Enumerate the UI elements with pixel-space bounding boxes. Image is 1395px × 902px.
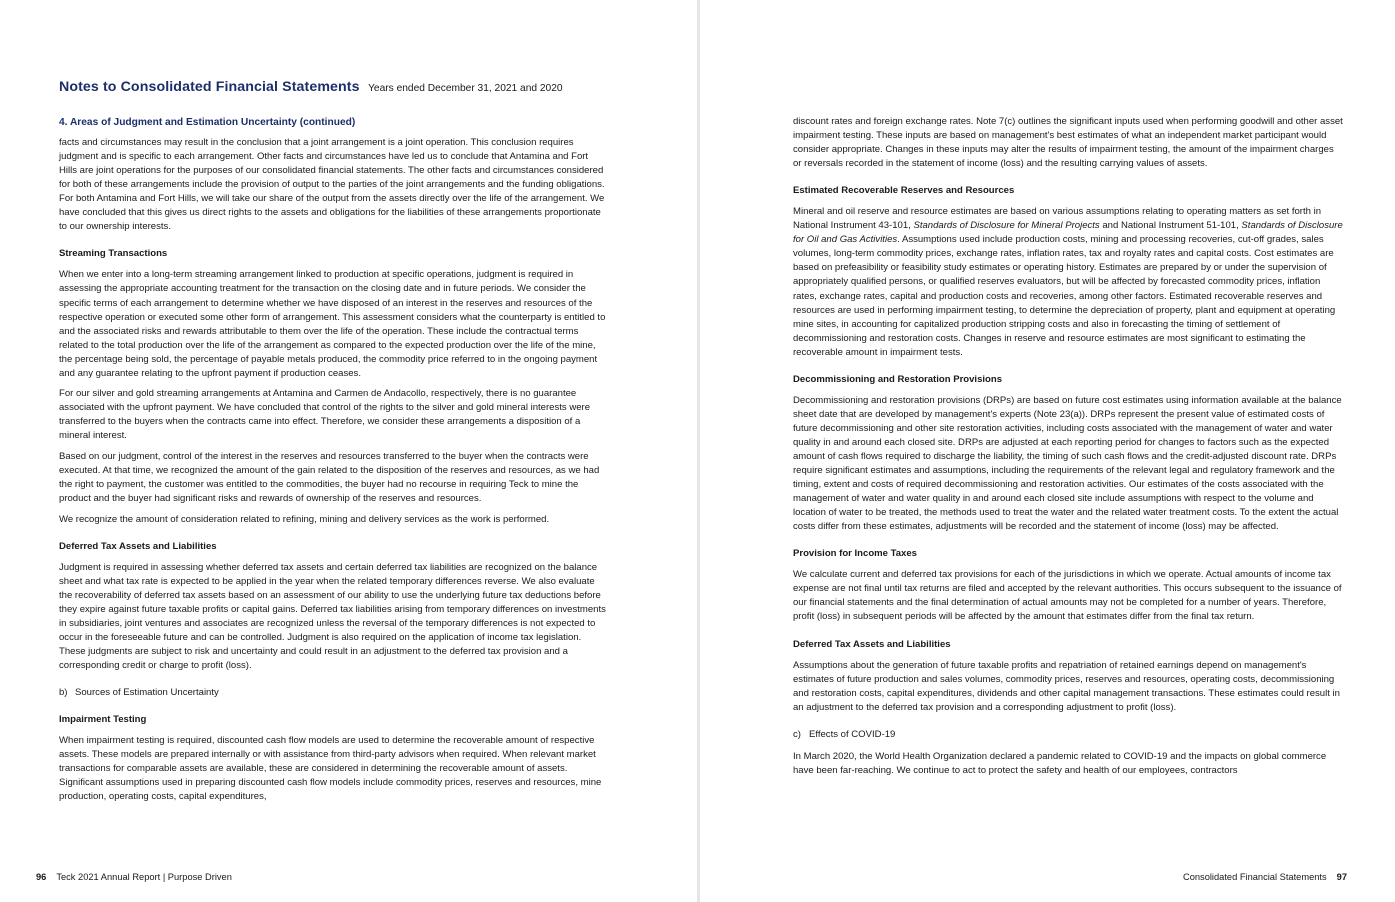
left-page-number: 96 [36,872,47,882]
sources-label: Sources of Estimation Uncertainty [75,687,219,699]
streaming-paragraph-4: We recognize the amount of consideration related to refining, mining and delivery services as the work is performed. [59,513,550,525]
continued-paragraph: discount rates and foreign exchange rates. Note 7(c) outlines the significant inputs used when performing goodwill and other asset impairment testing. These inputs are based on management's best estimates of what an independent market participant would consider appropriate. Changes in these inputs may alter the results of impairment testing, the amount of the impairment charges or reversals recorded in the statement of income (loss) and the resulting carrying values of assets. [793,116,1343,170]
streaming-paragraph-1: When we enter into a long-term streaming arrangement linked to production at specific operations, judgment is required in assessing the appropriate accounting treatment for the transaction on the closing date and in future periods. We consider the specific terms of each arrangement to determine whether we have disposed of an interest in the reserves and resources of the respective operation or executed some other form of arrangement. This assessment considers what the counterparty is entitled to and the associated risks and rewards attributable to them over the life of the operation. These include the contractual terms related to the total production over the life of the arrangement as compared to the expected production over the life of the mine, the percentage being sold, the percentage of payable metals produced, the commodity price referred to in the ongoing payment and any guarantee relating to the upfront payment if production ceases. [59,269,606,379]
impairment-heading: Impairment Testing [59,714,147,726]
decommissioning-paragraph: Decommissioning and restoration provisions (DRPs) are based on future cost estimates using information available at the balance sheet date that are developed by management's experts (Note 23(a)). DRPs represent the present value of estimated costs of future decommissioning and other site restoration activities, including costs associated with the management of water and water quality in and around each closed site. DRPs are adjusted at each reporting period for changes to factors such as the expected amount of cash flows required to discharge the liability, the timing of such cash flows and the credit-adjusted discount rate. DRPs require significant estimates and assumptions, including the requirements of the relevant legal and regulatory framework and the timing, extent and costs of required decommissioning and restoration activities. Our estimates of the costs associated with the management of water and water quality in and around each closed site include assumptions with respect to the volume and location of water to be treated, the methods used to treat the water and the related water treatment costs. To the extent the actual costs differ from these estimates, adjustments will be recorded and the statement of income (loss) may be affected. [793,394,1342,533]
decommissioning-heading: Decommissioning and Restoration Provisions [793,373,1003,385]
sources-letter: b) [59,687,68,699]
left-footer [36,872,232,882]
reserves-paragraph: Mineral and oil reserve and resource estimates are based on various assumptions relating to operating matters as set forth in National Instrument 43-101, Standards of Disclosure for Mineral Projects and National Instrument 51-101, Standards of Disclosure for Oil and Gas Activities. Assumptions used include production costs, mining and processing recoveries, cut-off grades, sales volumes, long-term commodity prices, exchange rates, inflation rates, tax and royalty rates and capital costs. Cost estimates are based on prefeasibility or feasibility study estimates or operating history. Estimates are prepared by or under the supervision of appropriately qualified persons, or qualified reserves evaluators, but will be affected by forecasted commodity prices, inflation rates, exchange rates, capital and production costs and recoveries, among other factors. Estimated recoverable reserves and resources are used in performing impairment testing, to determine the depreciation of property, plant and equipment at operating mine sites, in accounting for capitalized production stripping costs and also in forecasting the timing of settlement of decommissioning and restoration costs. Changes in reserve and resource estimates are most significant to estimating the recoverable amount in impairment tests. [793,206,1343,358]
covid-subsection [793,728,1343,742]
deferred-tax-heading-2: Deferred Tax Assets and Liabilities [793,638,951,650]
deferred-tax-paragraph-2: Assumptions about the generation of future taxable profits and repatriation of retained earnings depend on management's estimates of future production and sales volumes, commodity prices, reserves and resources, operating costs, decommissioning and restoration costs, capital expenditures, dividends and other capital management transactions. These estimates could result in an adjustment to the deferred tax provision and a corresponding adjustment to profit (loss). [793,659,1340,713]
covid-paragraph: In March 2020, the World Health Organization declared a pandemic related to COVID-19 and the impacts on global commerce have been far-reaching. We continue to act to protect the safety and health of our employees, contractors [793,750,1327,776]
page-header [59,78,563,96]
streaming-heading: Streaming Transactions [59,248,168,260]
income-taxes-heading: Provision for Income Taxes [793,548,917,560]
left-page [0,0,697,902]
page-subtitle: Years ended December 31, 2021 and 2020 [368,83,563,94]
right-column [793,115,1343,784]
right-page-number: 97 [1336,872,1347,882]
deferred-tax-heading: Deferred Tax Assets and Liabilities [59,540,217,552]
right-footer [1183,872,1347,882]
mineral-standard-title: Standards of Disclosure for Mineral Projects [913,220,1100,232]
income-taxes-paragraph: We calculate current and deferred tax provisions for each of the jurisdictions in which we operate. Actual amounts of income tax expense are not final until tax returns are filed and accepted by the relevant authorities. This occurs subsequent to the issuance of our financial statements and the final determination of actual amounts may not be completed for a number of years. Therefore, profit (loss) in subsequent periods will be affected by the amount that estimates differ from the final tax return. [793,569,1342,623]
impairment-paragraph: When impairment testing is required, discounted cash flow models are used to determine the recoverable amount of respective assets. These models are prepared internally or with assistance from third-party advisors when required. When relevant market transactions for comparable assets are available, these are considered in determining the recoverable amount of assets. Significant assumptions used in preparing discounted cash flow models include commodity prices, reserves and resources, mine production, operating costs, capital expenditures, [59,735,602,803]
page-title: Notes to Consolidated Financial Statements [59,79,360,95]
sources-subsection [59,686,607,700]
reserves-heading: Estimated Recoverable Reserves and Resources [793,185,1015,197]
left-footer-text: Teck 2021 Annual Report | Purpose Driven [56,872,232,882]
streaming-paragraph-3: Based on our judgment, control of the interest in the reserves and resources transferred to the buyer when the contracts were executed. At that time, we recognized the amount of the gain related to the disposition of the reserves and resources, as we had the right to payment, the customer was entitled to the commodities, the buyer had no recourse in requiring Teck to mine the product and the buyer had significant risks and rewards of ownership of the reserves and resources. [59,450,600,505]
section-title: 4. Areas of Judgment and Estimation Uncertainty (continued) [59,117,356,128]
right-page [700,0,1395,902]
streaming-paragraph-2: For our silver and gold streaming arrangements at Antamina and Carmen de Andacollo, respectively, there is no guarantee associated with the upfront payment. We have concluded that control of the rights to the silver and gold mineral interests were transferred to the buyers when the contracts came into effect. Therefore, we consider these arrangements a disposition of a mineral interest. [59,388,591,442]
right-footer-text: Consolidated Financial Statements [1182,872,1327,882]
oilgas-standard-title: Standards of Disclosure for Oil and Gas Activities [793,220,1343,246]
covid-label: Effects of COVID-19 [809,728,896,740]
deferred-tax-paragraph: Judgment is required in assessing whether deferred tax assets and certain deferred tax liabilities are recognized on the balance sheet and what tax rate is expected to be applied in the year when the related temporary differences reverse. We also evaluate the recoverability of deferred tax assets based on an assessment of our ability to use the underlying future tax deductions before they expire against future taxable profits or capital gains. Deferred tax liabilities arising from temporary differences on investments in subsidiaries, joint ventures and associates are recognized unless the reversal of the temporary differences is not expected to occur in the foreseeable future and can be controlled. Judgment is also required on the application of income tax legislation. These judgments are subject to risk and uncertainty and could result in an adjustment to the deferred tax provision and a corresponding credit or charge to profit (loss). [59,561,606,672]
left-column [59,116,607,811]
covid-letter: c) [793,728,801,740]
intro-paragraph: facts and circumstances may result in the conclusion that a joint arrangement is a joint operation. This conclusion requires judgment and is specific to each arrangement. Other facts and circumstances have led us to conclude that Antamina and Fort Hills are joint operations for the purposes of our consolidated financial statements. The other facts and circumstances considered for both of these arrangements include the provision of output to the parties of the joint arrangements and the funding obligations. For both Antamina and Fort Hills, we will take our share of the output from the assets directly over the life of the arrangement. We have concluded that this gives us direct rights to the assets and obligations for the liabilities of these arrangements proportionate to our ownership interests. [59,137,605,233]
